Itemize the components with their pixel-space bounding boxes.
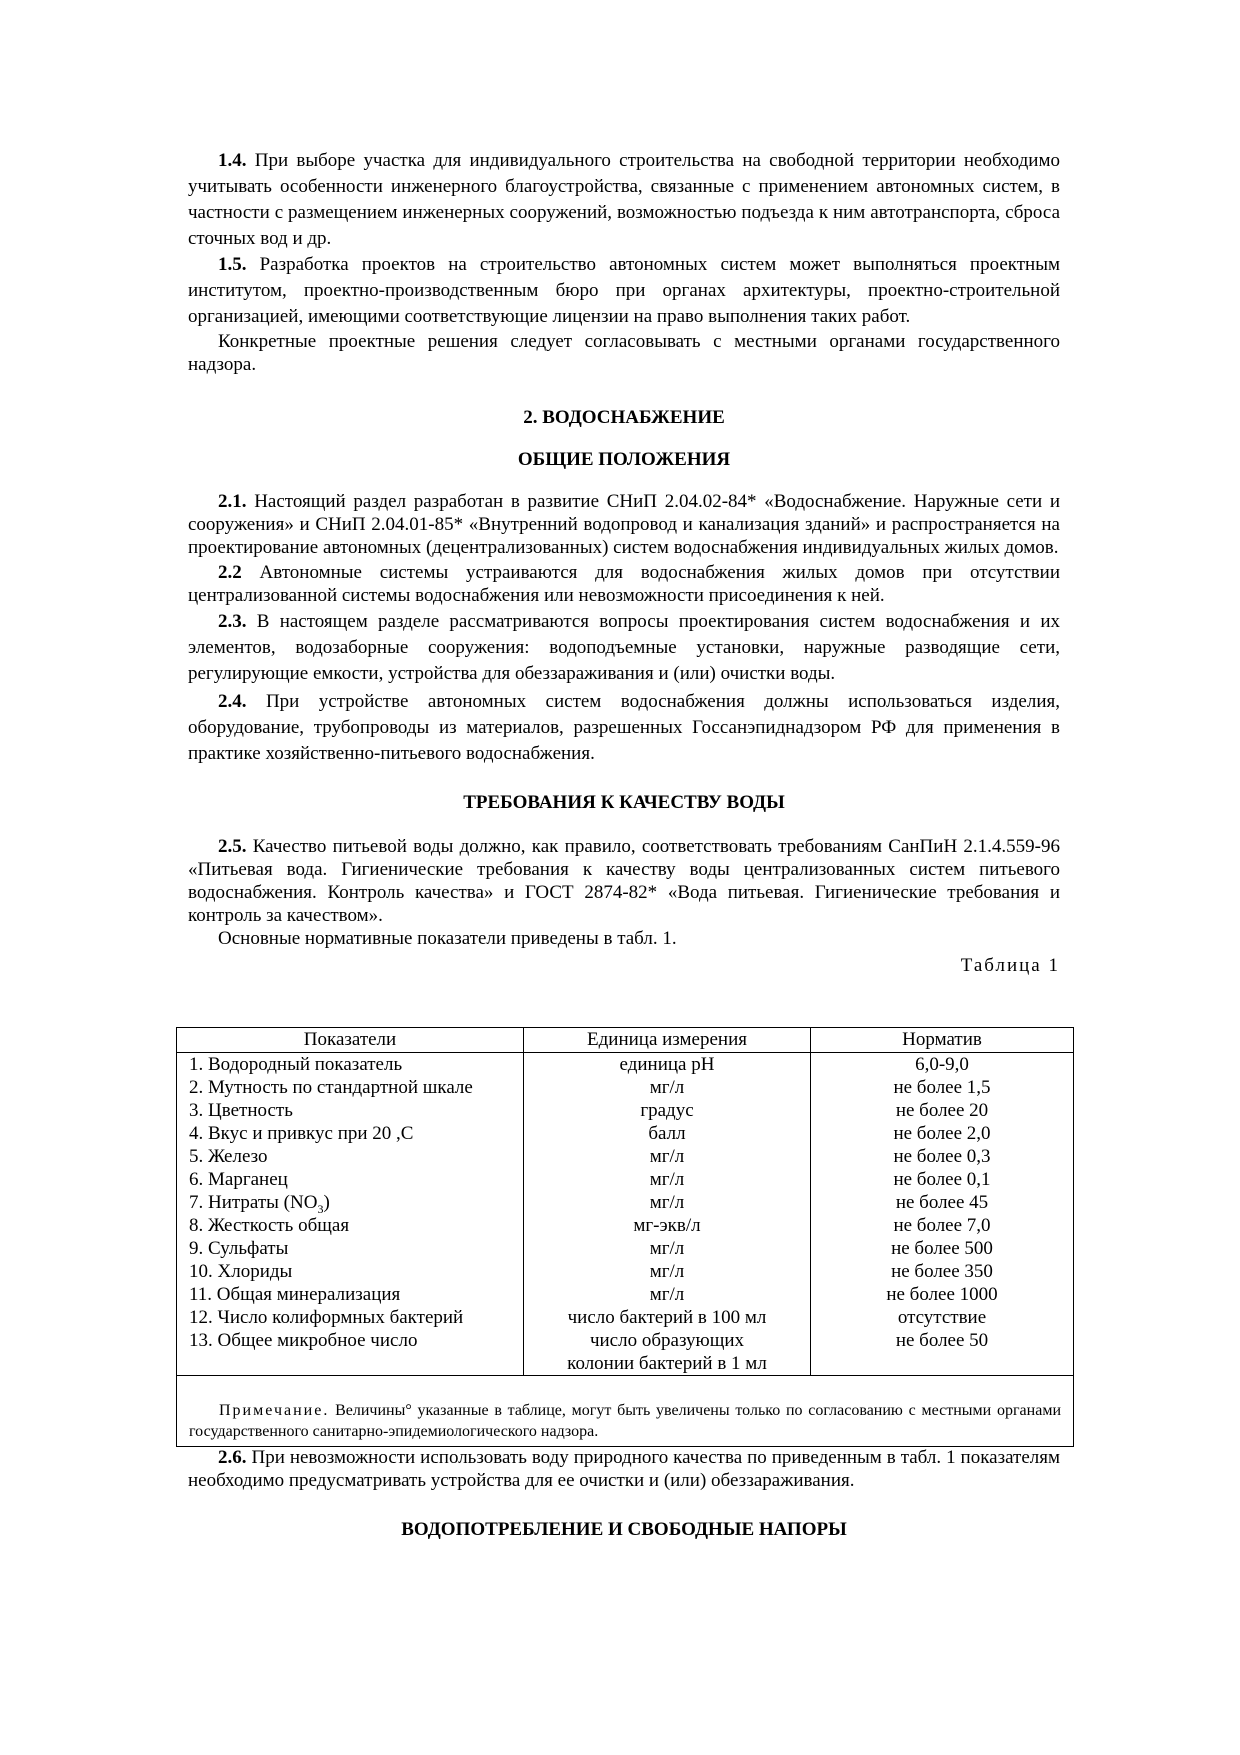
norm-cell: не более 7,0	[811, 1214, 1074, 1237]
indicator-cell: 11. Общая минерализация	[189, 1284, 401, 1305]
after-table-block	[188, 1446, 1060, 1542]
paragraph-2-2	[188, 561, 1060, 607]
indicator-cell: 5. Железо	[189, 1146, 268, 1167]
table-caption: Таблица 1	[960, 955, 1060, 976]
indicator-cell: 2. Мутность по стандартной шкале	[189, 1077, 473, 1098]
norm-cell: не более 1,5	[811, 1076, 1074, 1099]
unit-cell: число образующих колонии бактерий в 1 мл	[524, 1329, 811, 1376]
paragraph-number: 1.5.	[218, 254, 247, 275]
norm-cell: не более 0,1	[811, 1168, 1074, 1191]
paragraph-text: В настоящем разделе рассматриваются вопросы проектирования систем водоснабжения и их элементов, водозаборные сооружения: водоподъемные установки, наружные разводящие сети, регулирующие емкости, устройства для обеззараживания и (или) очистки воды.	[188, 611, 1060, 684]
subsection-heading-general: ОБЩИЕ ПОЛОЖЕНИЯ	[517, 449, 731, 470]
paragraph-number: 2.3.	[218, 611, 247, 632]
unit-cell: мг/л	[524, 1237, 811, 1260]
paragraph-number: 1.4.	[218, 150, 247, 171]
paragraph-text: Настоящий раздел разработан в развитие СНиП 2.04.02-84* «Водоснабжение. Наружные сети и сооружения» и СНиП 2.04.01-85* «Внутренний водопровод и канализация зданий» и распространяется на проектирование автономных (децентрализованных) систем водоснабжения индивидуальных жилых домов.	[188, 491, 1061, 558]
table-header-cell: Единица измерения	[524, 1028, 811, 1053]
indicator-cell: 1. Водородный показатель	[189, 1054, 403, 1075]
table-row	[177, 1168, 1074, 1191]
indicator-cell	[177, 1191, 524, 1214]
unit-cell: мг/л	[524, 1145, 811, 1168]
table-note-row	[177, 1376, 1074, 1447]
norm-cell: не более 1000	[811, 1283, 1074, 1306]
table-row	[177, 1214, 1074, 1237]
norm-cell: не более 350	[811, 1260, 1074, 1283]
paragraph-text: При выборе участка для индивидуального строительства на свободной территории необходимо учитывать особенности инженерного благоустройства, связанные с применением автономных систем, в частности с размещением инженерных сооружений, возможностью подъезда к ним автотранспорта, сброса сточных вод и др.	[188, 150, 1060, 249]
unit-cell: мг/л	[524, 1283, 811, 1306]
paragraph-number: 2.4.	[218, 691, 247, 712]
indicator-cell: 3. Цветность	[189, 1100, 293, 1121]
table-row	[177, 1306, 1074, 1329]
paragraph-2-5	[188, 835, 1060, 927]
table-row	[177, 1237, 1074, 1260]
table-row	[177, 1191, 1074, 1214]
table-row	[177, 1329, 1074, 1376]
norm-cell: 6,0-9,0	[811, 1053, 1074, 1077]
subsection-heading-water-quality: ТРЕБОВАНИЯ К КАЧЕСТВУ ВОДЫ	[463, 792, 785, 813]
indicator-cell: 4. Вкус и привкус при 20 ,С	[189, 1123, 414, 1144]
note-text: Величины° указанные в таблице, могут быть увеличены только по согласованию с местными органами государственного санитарно-эпидемиологического надзора.	[189, 1402, 1062, 1440]
indicator-cell: 10. Хлориды	[189, 1261, 293, 1282]
table-row	[177, 1099, 1074, 1122]
paragraph-text: При невозможности использовать воду природного качества по приведенным в табл. 1 показателям необходимо предусматривать устройства для ее очистки и (или) обеззараживания.	[188, 1447, 1060, 1491]
table-row	[177, 1260, 1074, 1283]
subsection-heading-water-consumption: ВОДОПОТРЕБЛЕНИЕ И СВОБОДНЫЕ НАПОРЫ	[401, 1519, 847, 1540]
indicator-cell: 6. Марганец	[189, 1169, 288, 1190]
table-header-cell: Показатели	[177, 1028, 524, 1053]
norm-cell: отсутствие	[811, 1306, 1074, 1329]
unit-cell: мг/л	[524, 1076, 811, 1099]
paragraph-number: 2.2	[218, 562, 242, 583]
table-row	[177, 1283, 1074, 1306]
nitrate-close: )	[323, 1192, 330, 1213]
unit-cell: мг/л	[524, 1191, 811, 1214]
unit-cell: балл	[524, 1122, 811, 1145]
paragraph-number: 2.5.	[218, 836, 247, 857]
paragraph-1-4	[188, 148, 1060, 252]
unit-cell: единица pH	[524, 1053, 811, 1077]
norm-cell: не более 50	[811, 1329, 1074, 1376]
paragraph-1-5-continuation: Конкретные проектные решения следует согласовывать с местными органами государственного надзора.	[188, 331, 1060, 375]
unit-cell: градус	[524, 1099, 811, 1122]
table-row	[177, 1145, 1074, 1168]
table-note	[177, 1376, 1074, 1447]
paragraph-2-5-continuation: Основные нормативные показатели приведены в табл. 1.	[218, 928, 677, 949]
paragraph-number: 2.6.	[218, 1447, 247, 1468]
paragraph-2-4	[188, 689, 1060, 767]
paragraph-number: 2.1.	[218, 491, 247, 512]
norm-cell: не более 2,0	[811, 1122, 1074, 1145]
table-header-row	[177, 1028, 1074, 1053]
table-row	[177, 1053, 1074, 1077]
table-row	[177, 1076, 1074, 1099]
table-header-cell: Норматив	[811, 1028, 1074, 1053]
indicator-cell: 8. Жесткость общая	[189, 1215, 350, 1236]
nitrate-label: 7. Нитраты (NO	[189, 1192, 318, 1213]
indicator-cell: 12. Число колиформных бактерий	[189, 1307, 464, 1328]
unit-cell: мг/л	[524, 1168, 811, 1191]
unit-cell: число бактерий в 100 мл	[524, 1306, 811, 1329]
table-row	[177, 1122, 1074, 1145]
paragraph-1-5	[188, 252, 1060, 330]
indicator-cell: 9. Сульфаты	[189, 1238, 289, 1259]
norm-cell: не более 45	[811, 1191, 1074, 1214]
paragraph-2-6	[188, 1446, 1060, 1492]
section-heading-water-supply: 2. ВОДОСНАБЖЕНИЕ	[523, 407, 725, 428]
paragraph-text: Качество питьевой воды должно, как правило, соответствовать требованиям СанПиН 2.1.4.559-96 «Питьевая вода. Гигиенические требования к качеству воды централизованных систем питьевого водоснабжения. Контроль качества» и ГОСТ 2874-82* «Вода питьевая. Гигиенические требования и контроль за качеством».	[188, 836, 1060, 926]
paragraph-text: Автономные системы устраиваются для водоснабжения жилых домов при отсутствии централизованной системы водоснабжения или невозможности присоединения к ней.	[188, 562, 1061, 606]
document-page	[188, 148, 1062, 1540]
nitrate-subscript: 3	[317, 1201, 324, 1216]
unit-cell: мг/л	[524, 1260, 811, 1283]
norm-cell: не более 0,3	[811, 1145, 1074, 1168]
note-label: Примечание.	[219, 1402, 330, 1419]
norm-cell: не более 20	[811, 1099, 1074, 1122]
norm-cell: не более 500	[811, 1237, 1074, 1260]
paragraph-text: При устройстве автономных систем водоснабжения должны использоваться изделия, оборудование, трубопроводы из материалов, разрешенных Госсанэпиднадзором РФ для применения в практике хозяйственно-питьевого водоснабжения.	[188, 691, 1060, 764]
indicator-cell: 13. Общее микробное число	[189, 1330, 418, 1351]
water-quality-table	[176, 1027, 1074, 1447]
paragraph-2-1	[188, 490, 1060, 559]
unit-cell: мг-экв/л	[524, 1214, 811, 1237]
paragraph-text: Разработка проектов на строительство автономных систем может выполняться проектным институтом, проектно-производственным бюро при органах архитектуры, проектно-строительной организацией, имеющими соответствующие лицензии на право выполнения таких работ.	[188, 254, 1060, 327]
paragraph-2-3	[188, 609, 1060, 687]
